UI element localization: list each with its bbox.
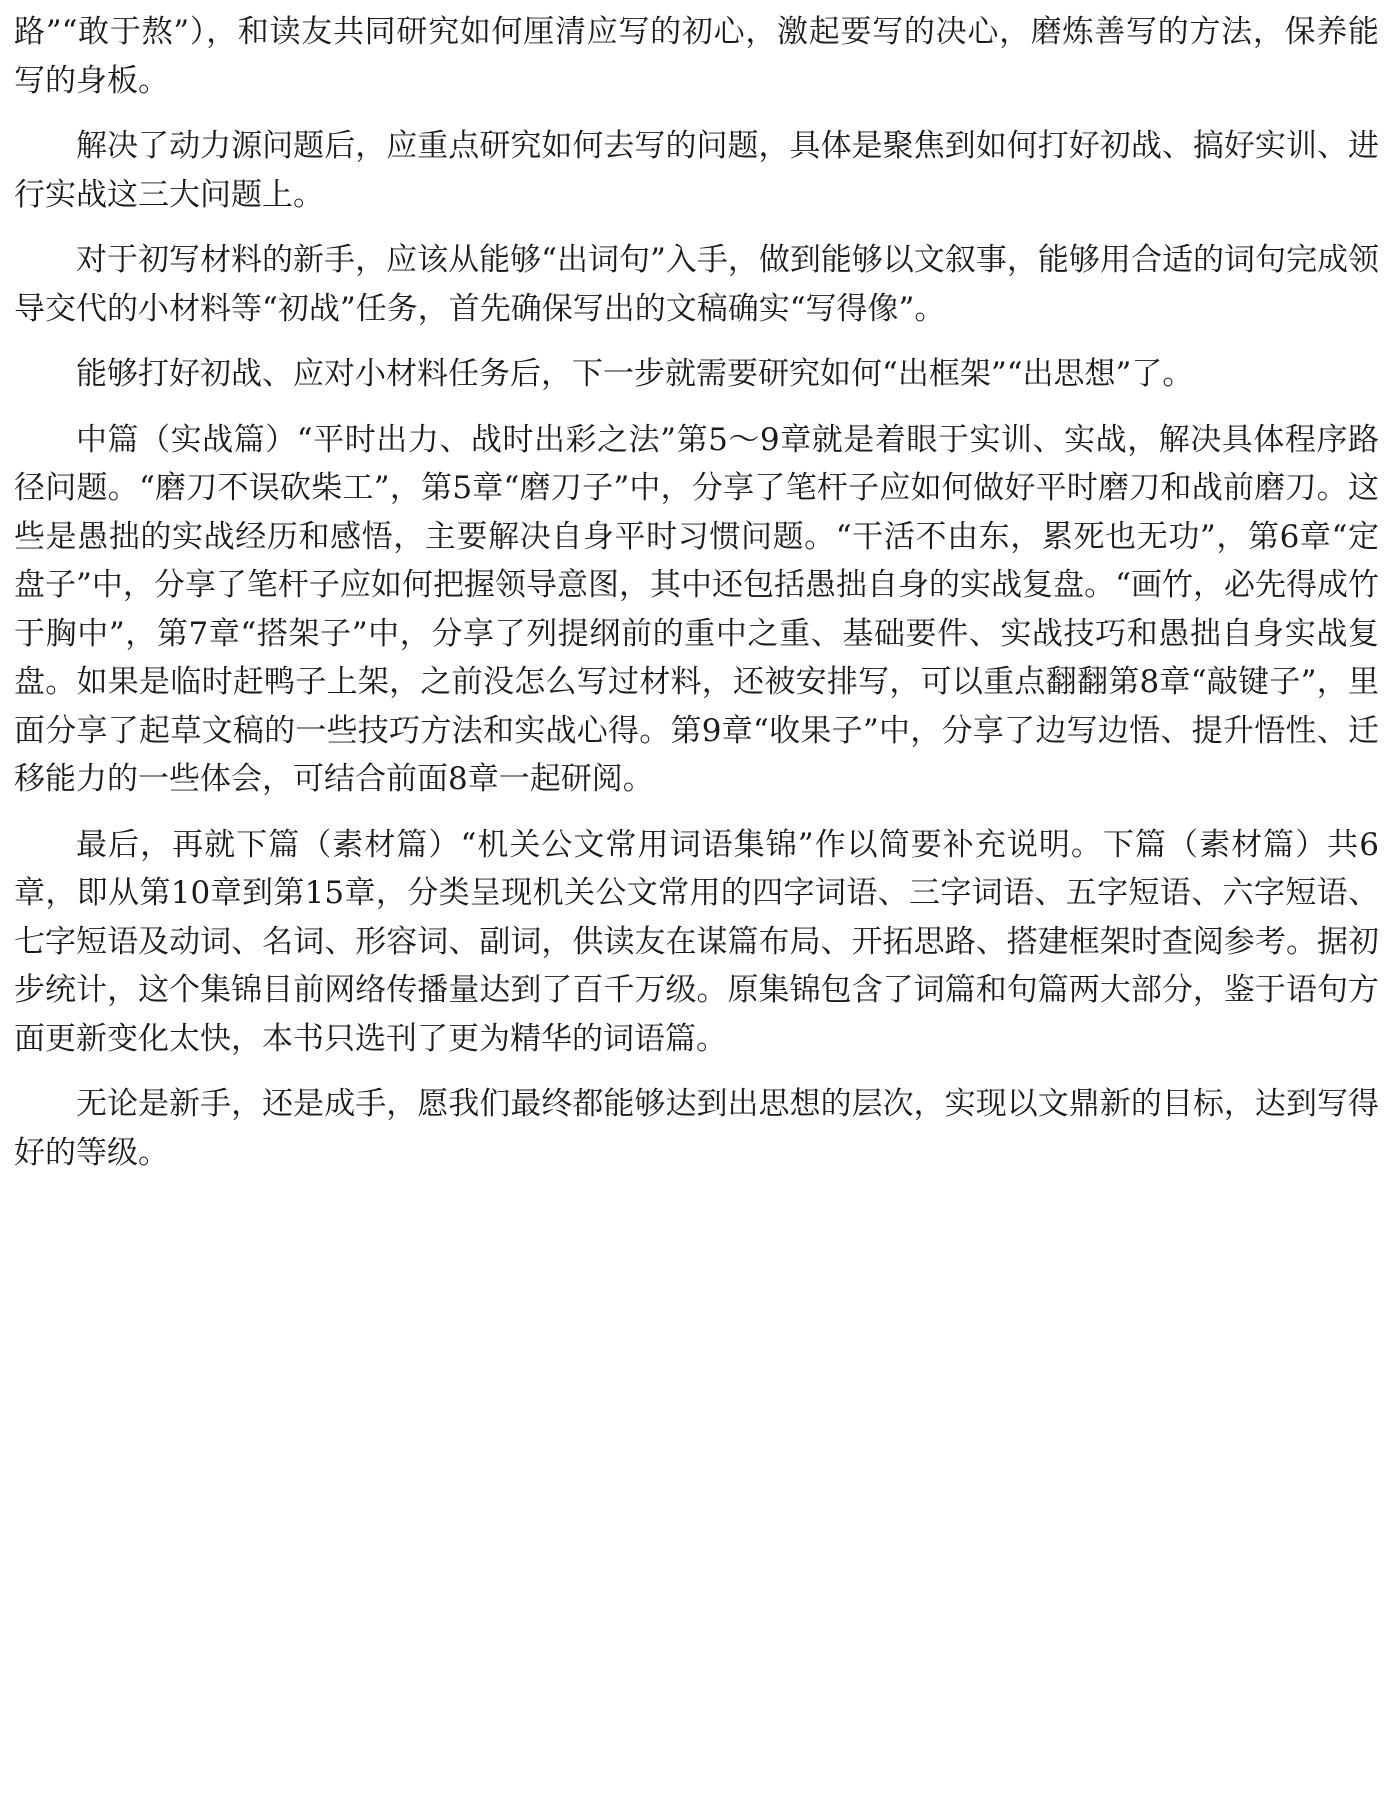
- paragraph: 中篇（实战篇）“平时出力、战时出彩之法”第5～9章就是着眼于实训、实战，解决具体程序路径问题。“磨刀不误砍柴工”，第5章“磨刀子”中，分享了笔杆子应如何做好平时磨刀和战前磨刀。这些是愚拙的实战经历和感悟，主要解决自身平时习惯问题。“干活不由东，累死也无功”，第6章“定盘子”中，分享了笔杆子应如何把握领导意图，其中还包括愚拙自身的实战复盘。“画竹，必先得成竹于胸中”，第7章“搭架子”中，分享了列提纲前的重中之重、基础要件、实战技巧和愚拙自身实战复盘。如果是临时赶鸭子上架，之前没怎么写过材料，还被安排写，可以重点翻翻第8章“敲键子”，里面分享了起草文稿的一些技巧方法和实战心得。第9章“收果子”中，分享了边写边悟、提升悟性、迁移能力的一些体会，可结合前面8章一起研阅。: [14, 421, 1379, 797]
- paragraph: 无论是新手，还是成手，愿我们最终都能够达到出思想的层次，实现以文鼎新的目标，达到写得好的等级。: [14, 1086, 1379, 1171]
- paragraph: 解决了动力源问题后，应重点研究如何去写的问题，具体是聚焦到如何打好初战、搞好实训、进行实战这三大问题上。: [14, 128, 1379, 213]
- document-page: [14, 8, 1379, 1194]
- paragraph: 能够打好初战、应对小材料任务后，下一步就需要研究如何“出框架”“出思想”了。: [76, 356, 1194, 392]
- paragraph: 最后，再就下篇（素材篇）“机关公文常用词语集锦”作以简要补充说明。下篇（素材篇）共6章，即从第10章到第15章，分类呈现机关公文常用的四字词语、三字词语、五字短语、六字短语、七字短语及动词、名词、形容词、副词，供读友在谋篇布局、开拓思路、搭建框架时查阅参考。据初步统计，这个集锦目前网络传播量达到了百千万级。原集锦包含了词篇和句篇两大部分，鉴于语句方面更新变化太快，本书只选刊了更为精华的词语篇。: [14, 826, 1379, 1057]
- paragraph-continuation: 路”“敢于熬”），和读友共同研究如何厘清应写的初心，激起要写的决心，磨炼善写的方法，保养能写的身板。: [14, 14, 1379, 99]
- paragraph: 对于初写材料的新手，应该从能够“出词句”入手，做到能够以文叙事，能够用合适的词句完成领导交代的小材料等“初战”任务，首先确保写出的文稿确实“写得像”。: [14, 242, 1379, 327]
